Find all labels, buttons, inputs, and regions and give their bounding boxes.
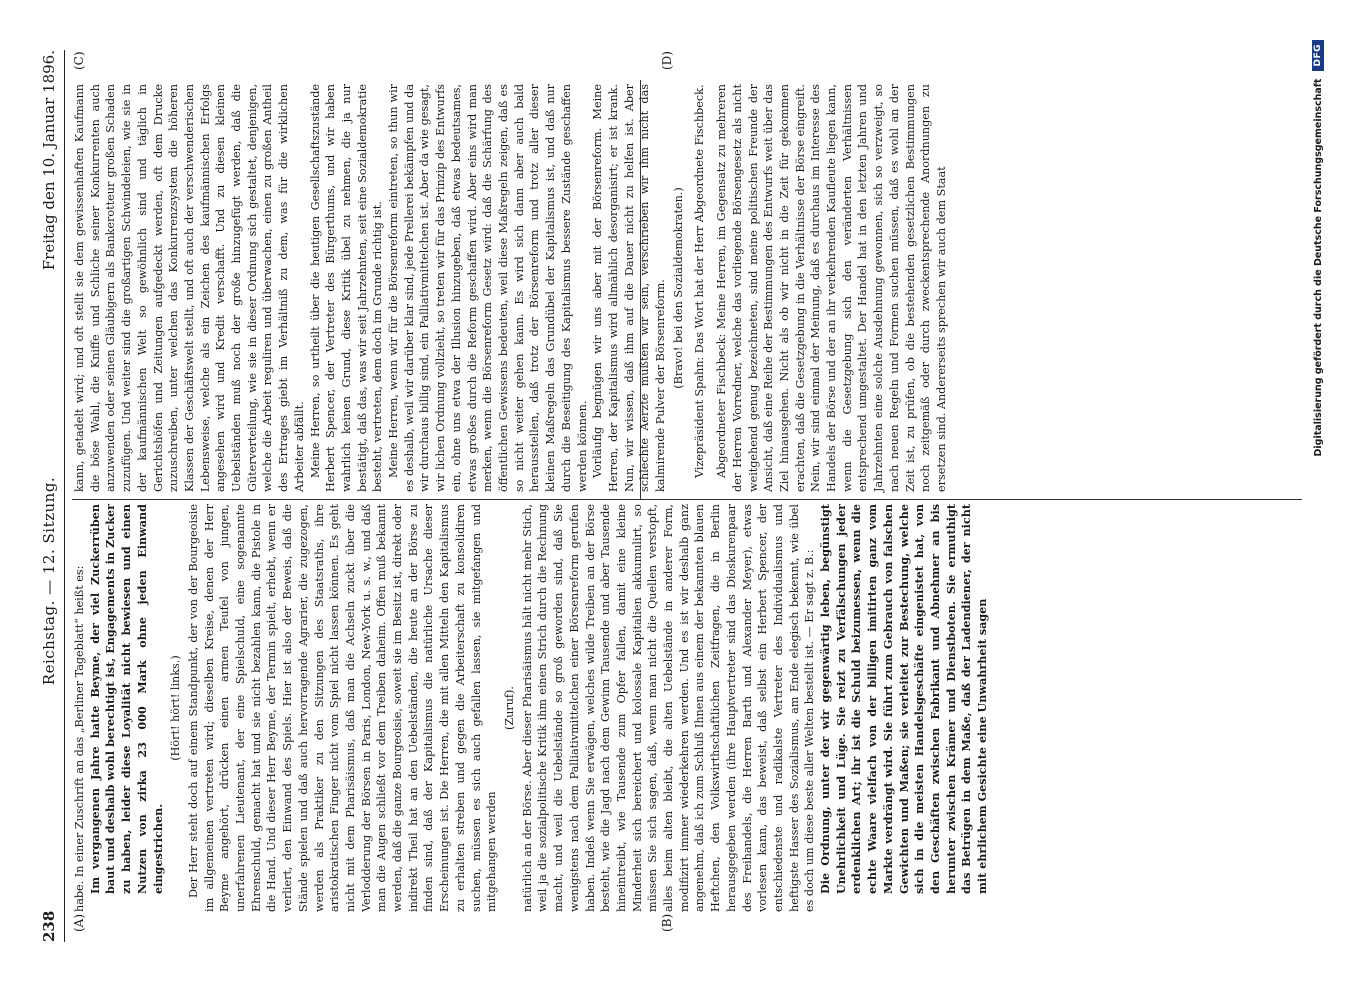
paragraph: Meine Herren, so urtheilt über die heutigen Gesellschaftszustände Herbert Spencer, der Vertreter des Bürgerthums, und wir haben wahrlich keinen Grund, diese Kritik übel zu nehmen, die ja nur bestätigt, daß das, was wir seit Jahrzehnten, seit eine Sozialdemokratie besteht, vertreten, dem doch im Grunde richtig ist. (308, 84, 385, 492)
paragraph: Vizepräsident Spahn: Das Wort hat der Herr Abgeordnete Fischbeck. (693, 84, 707, 478)
paragraph: Im vergangenen Jahre hatte Beyme, der viel Zuckerrüben baut und deshalb wohl berechtigt ist, Engagements in Zucker zu haben, leider diese Loyalität nicht bewiesen und einen Nutzen von zirka 23 000 Mark ohne jeden Einwand eingestrichen. (87, 504, 165, 894)
digitization-credit (1308, 40, 1328, 940)
paragraph: (Hört! hört! links.) (169, 655, 183, 761)
column-separator (72, 499, 1302, 500)
margin-marker-a: (A) (72, 913, 86, 932)
session-date: Freitag den 10. Januar 1896. (40, 50, 58, 271)
left-text-column (72, 504, 991, 912)
header-rule (64, 50, 65, 942)
paragraph: kann, getadelt wird; und oft stellt sie dem gewissenhaften Kaufmann die böse Wahl, die Kniffe und Schliche seiner Konkurrenten auch anzuwenden oder seinen Gläubigern als Bankerotteur großen Schaden zuzufügen. Und weiter sind die großartigen Schwindeleien, wie sie in der kaufmännischen Welt so gewöhnlich sind und täglich in Gerichtshöfen und Zeitungen aufgedeckt werden, oft dem Drucke zuzuschreiben, unter welchen das Konkurrenzsystem die höheren Klassen der Geschäftswelt stellt, und oft auch der verschwenderischen Lebensweise, welche als ein Zeichen des kaufmännischen Erfolgs angesehen wird und Kredit verschafft. Und zu diesen kleinen Uebelständen muß noch der große hinzugefügt werden, daß die Güterverteilung, wie sie in dieser Ordnung sich gestaltet, denjenigen, welche die Arbeit reguliren und überwachen, einen zu großen Antheil des Ertrages giebt im Verhältniß zu dem, was für die wirklichen Arbeiter abfällt. (73, 84, 306, 492)
right-text-column (72, 84, 950, 492)
paragraph: Meine Herren, wenn wir für die Börsenreform eintreten, so thun wir es deshalb, weil wir darüber klar sind, jede Prellerei bekämpfen und da wir durchaus billig sind, ein Palliativmittelchen ist. Aber da wie gesagt, wir lichen Ordnung vollzieht, so treten wir für das Prinzip des Entwurfs ein, ohne uns etwa der Illusion hinzugeben, daß etwas bedeutsames, etwas großes durch die Reform geschaffen wird. Aber eins wird man merken, wenn die Börsenreform Gesetz wird: daß die Schärfung des öffentlichen Gewissens bedeuten, weil diese Maßregeln zeigen, daß es so nicht weiter gehen kann. Es wird sich dann aber auch bald herausstellen, daß trotz der Börsenreform und trotz aller dieser kleinen Maßregeln das Grundübel der Kapitalismus ist, und daß nur durch die Beseitigung des Kapitalismus bessere Zustände geschaffen werden können. (387, 84, 589, 492)
paragraph: Der Herr steht doch auf einem Standpunkt, der von der Bourgeoisie im allgemeinen vertreten wird; dieselben Kreise, denen der Herr Beyme angehört, drücken einen armen Teufel von jungen, unerfahrenen Lieutenant, der eine Spielschuld, eine sogenannte Ehrenschuld, gemacht hat und sie nicht bezahlen kann, die Pistole in die Hand. Und dieser Herr Beyme, der Termin spielt, erhebt, wenn er verliert, den Einwand des Spiels. Hier ist also der Beweis, daß die Stände spielen und daß auch hervorragende Agrarier, die zugezogen, werden als Praktiker zu den Sitzungen des Staatsraths, ihre aristokratischen Finger nicht vom Spiel nicht lassen können. Es geht nicht mit dem Pharisäismus, daß man die Achseln zuckt über die Verlodderung der Börsen in Paris, London, New-York u. s. w., und daß man die Augen schließt vor dem Treiben daheim. Offen muß bekannt werden, daß die ganze Bourgeoisie, soweit sie im Besitz ist, direkt oder indirekt Theil hat an den Uebelständen, die heute an der Börse zu finden sind, daß der Kapitalismus die natürliche Ursache dieser Erscheinungen ist. Die Herren, die mit allen Mitteln den Kapitalismus zu erhalten streben und gegen die Arbeiterschaft zu konsolidiren suchen, müssen es sich auch gefallen lassen, sie mitgefangen und mitgehangen werden (186, 504, 499, 912)
paragraph: Die Ordnung, unter der wir gegenwärtig leben, begünstigt Unehrlichkeit und Lüge. Sie reizt zu Verfälschungen jeder erdenklichen Art; ihr ist die Schuld beizumessen, wenn die echte Waare vielfach von der billigen imitirten ganz vom Markte verdrängt wird. Sie führt zum Gebrauch von falschen Gewichten und Maßen; sie verleitet zur Bestechung, welche sich in die meisten Handelsgeschäfte eingenistet hat, von den Geschäften zwischen Fabrikant und Abnehmer an bis herunter zwischen Krämer und Dienstboten. Sie ermuthigt das Betrügen in dem Maße, daß der Ladendiener, der nicht mit ehrlichem Gesichte eine Unwahrheit sagen (818, 504, 990, 894)
session-title: Reichstag. — 12. Sitzung. (40, 476, 58, 686)
margin-marker-d: (D) (660, 51, 674, 70)
paragraph: (Bravo! bei den Sozialdemokraten.) (671, 187, 685, 389)
page-header (40, 50, 60, 942)
margin-marker-c: (C) (72, 51, 86, 70)
credit-text: Digitalisierung gefördert durch die Deutsche Forschungsgemeinschaft (1312, 78, 1324, 457)
page-number: 238 (40, 910, 58, 942)
margin-marker-b: (B) (660, 913, 674, 932)
paragraph: habe. In einer Zuschrift an das „Berliner Tageblatt“ heißt es: (73, 565, 86, 912)
dfg-logo: DFG (1312, 40, 1324, 71)
paragraph: Vorläufig begnügen wir uns aber mit der Börsenreform. Meine Herren, der Kapitalismus wird allmählich desorganisirt; er ist krank. Nun, wir wissen, daß ihm auf die Dauer nicht zu helfen ist. Aber schlechte Aerzte müßten wir sein, verschrieben wir ihm nicht das kalmirende Pulver der Börsenreform. (591, 84, 668, 492)
paragraph: natürlich an der Börse. Aber dieser Pharisäismus hält nicht mehr Stich, weil ja die sozialpolitische Kritik ihm einen Strich durch die Rechnung macht, und weil die Uebelstände so groß geworden sind, daß Sie wenigstens nach dem Palliativmittelchen einer Börsenreform gerufen haben. Indeß wenn Sie erwägen, welches wilde Treiben an der Börse besteht, wie die Jagd nach dem Gewinn Tausende und aber Tausende hineintreibt, wie Tausende zum Opfer fallen, damit eine kleine Minderheit sich bereichert und kolossale Kapitalien akkumulirt, so müssen Sie sich sagen, daß, wenn man nicht die Quellen verstopft, alles beim alten bleibt, die alten Uebelstände in anderer Form, modifizirt immer wiederkehren werden. Und es ist wir deshalb ganz angenehm, daß ich zum Schluß Ihnen aus einem der bekannten blauen Heftchen, den Volkswirthschaftlichen Zeitfragen, die in Berlin herausgegeben werden (ihre Hauptvertreter sind das Dioskurenpaar des Freihandels, die Herren Barth und Alexander Meyer), etwas vorlesen kann, das beweist, daß selbst ein Herbert Spencer, der entschiedenste und radikalste Vertreter des Individualismus und heftigste Hasser des Sozialismus, am Ende elegisch bekennt, wie übel es doch um diese beste aller Welten bestellt ist. — Er sagt z. B.: (520, 504, 817, 912)
paragraph: Abgeordneter Fischbeck: Meine Herren, im Gegensatz zu mehreren der Herren Vorredner, welche das vorliegende Börsengesetz als nicht weitgehend genug bezeichneten, sind meine politischen Freunde der Ansicht, daß eine Reihe der Bestimmungen des Entwurfs weit über das Ziel hinausgehen. Nicht als ob wir nicht in die Zeit für gekommen erachten, daß die Gesetzgebung in die Verhältnisse der Börse eingreift. Nein, wir sind einmal der Meinung, daß es durchaus im Interesse des Handels der Börse und der an ihr verkehrenden Kaufleute liegen kann, wenn die Gesetzgebung sich den veränderten Verhältnissen entsprechend umgestaltet. Der Handel hat in den letzten Jahren und Jahrzehnten eine solche Ausdehnung gewonnen, sich so verzweigt, so nach neuen Regeln und Formen suchen müssen, daß es wohl an der Zeit ist, zu prüfen, ob die bestehenden gesetzlichen Bestimmungen noch zeitgemäß oder durch zweckentsprechende Anordnungen zu ersetzen sind. Andererseits sprechen wir auch dem Staat (715, 84, 948, 492)
paragraph: (Zuruf). (502, 686, 516, 730)
